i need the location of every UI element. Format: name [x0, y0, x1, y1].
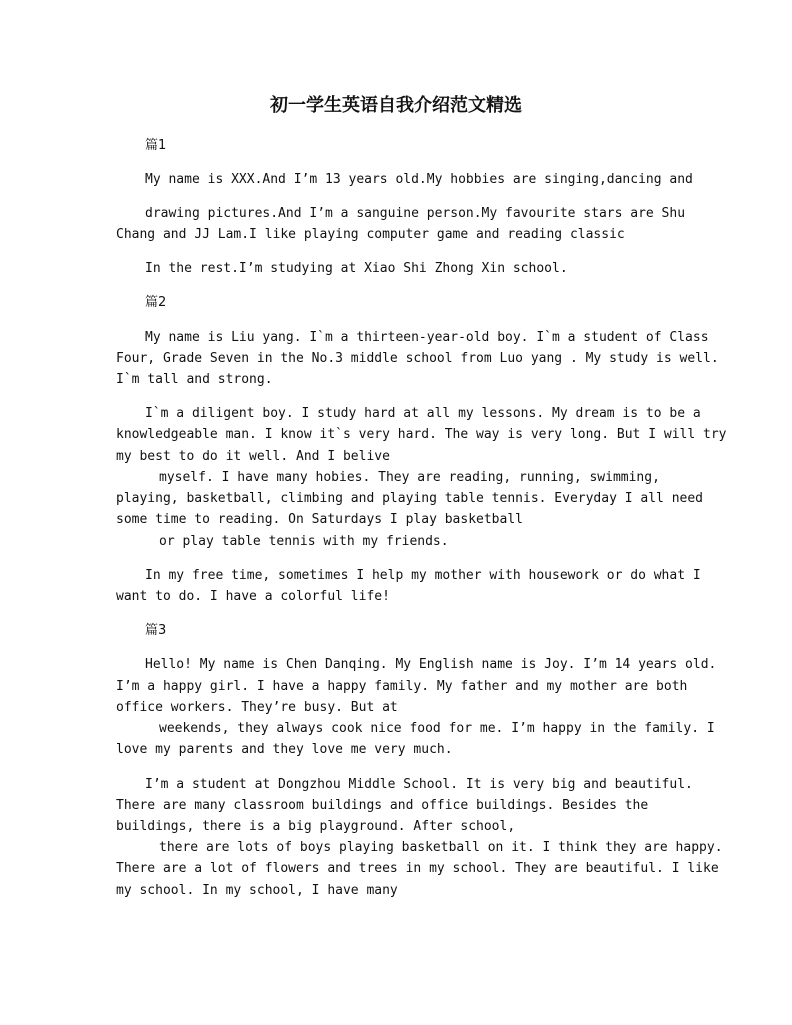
- paragraph-line: playing, basketball, climbing and playing table tennis. Everyday I all need: [116, 491, 703, 506]
- paragraph-line: my school. In my school, I have many: [116, 883, 398, 898]
- paragraph-line: Four, Grade Seven in the No.3 middle school from Luo yang . My study is well.: [116, 351, 719, 366]
- section-heading-2: 篇2: [145, 295, 167, 310]
- paragraph-line: love my parents and they love me very much.: [116, 742, 453, 757]
- paragraph-line: buildings, there is a big playground. After school,: [116, 819, 516, 834]
- paragraph-line: myself. I have many hobies. They are reading, running, swimming,: [159, 470, 660, 485]
- paragraph-line: or play table tennis with my friends.: [159, 534, 449, 549]
- paragraph-line: my best to do it well. And I belive: [116, 449, 390, 464]
- paragraph-line: There are many classroom buildings and office buildings. Besides the: [116, 798, 649, 813]
- section-heading-1: 篇1: [145, 138, 167, 153]
- paragraph-line: I’m a happy girl. I have a happy family. My father and my mother are both: [116, 679, 688, 694]
- paragraph-line: Chang and JJ Lam.I like playing computer game and reading classic: [116, 227, 625, 242]
- section-heading-3: 篇3: [145, 623, 167, 638]
- paragraph-line: My name is Liu yang. I`m a thirteen-year-old boy. I`m a student of Class: [145, 330, 709, 345]
- paragraph-line: There are a lot of flowers and trees in my school. They are beautiful. I like: [116, 861, 719, 876]
- document-title: 初一学生英语自我介绍范文精选: [270, 95, 522, 116]
- paragraph-line: I`m tall and strong.: [116, 372, 273, 387]
- paragraph-line: weekends, they always cook nice food for me. I’m happy in the family. I: [159, 721, 715, 736]
- paragraph-line: drawing pictures.And I’m a sanguine person.My favourite stars are Shu: [145, 206, 686, 221]
- paragraph-line: I’m a student at Dongzhou Middle School. It is very big and beautiful.: [145, 777, 693, 792]
- paragraph-line: I`m a diligent boy. I study hard at all my lessons. My dream is to be a: [145, 406, 701, 421]
- paragraph-line: want to do. I have a colorful life!: [116, 589, 390, 604]
- paragraph-line: In the rest.I’m studying at Xiao Shi Zhong Xin school.: [145, 261, 568, 276]
- paragraph-line: office workers. They’re busy. But at: [116, 700, 398, 715]
- paragraph-line: knowledgeable man. I know it`s very hard. The way is very long. But I will try: [116, 427, 727, 442]
- paragraph-line: some time to reading. On Saturdays I play basketball: [116, 512, 523, 527]
- paragraph-line: My name is XXX.And I’m 13 years old.My hobbies are singing,dancing and: [145, 172, 693, 187]
- paragraph-line: Hello! My name is Chen Danqing. My English name is Joy. I’m 14 years old.: [145, 657, 717, 672]
- paragraph-line: there are lots of boys playing basketball on it. I think they are happy.: [159, 840, 723, 855]
- paragraph-line: In my free time, sometimes I help my mother with housework or do what I: [145, 568, 701, 583]
